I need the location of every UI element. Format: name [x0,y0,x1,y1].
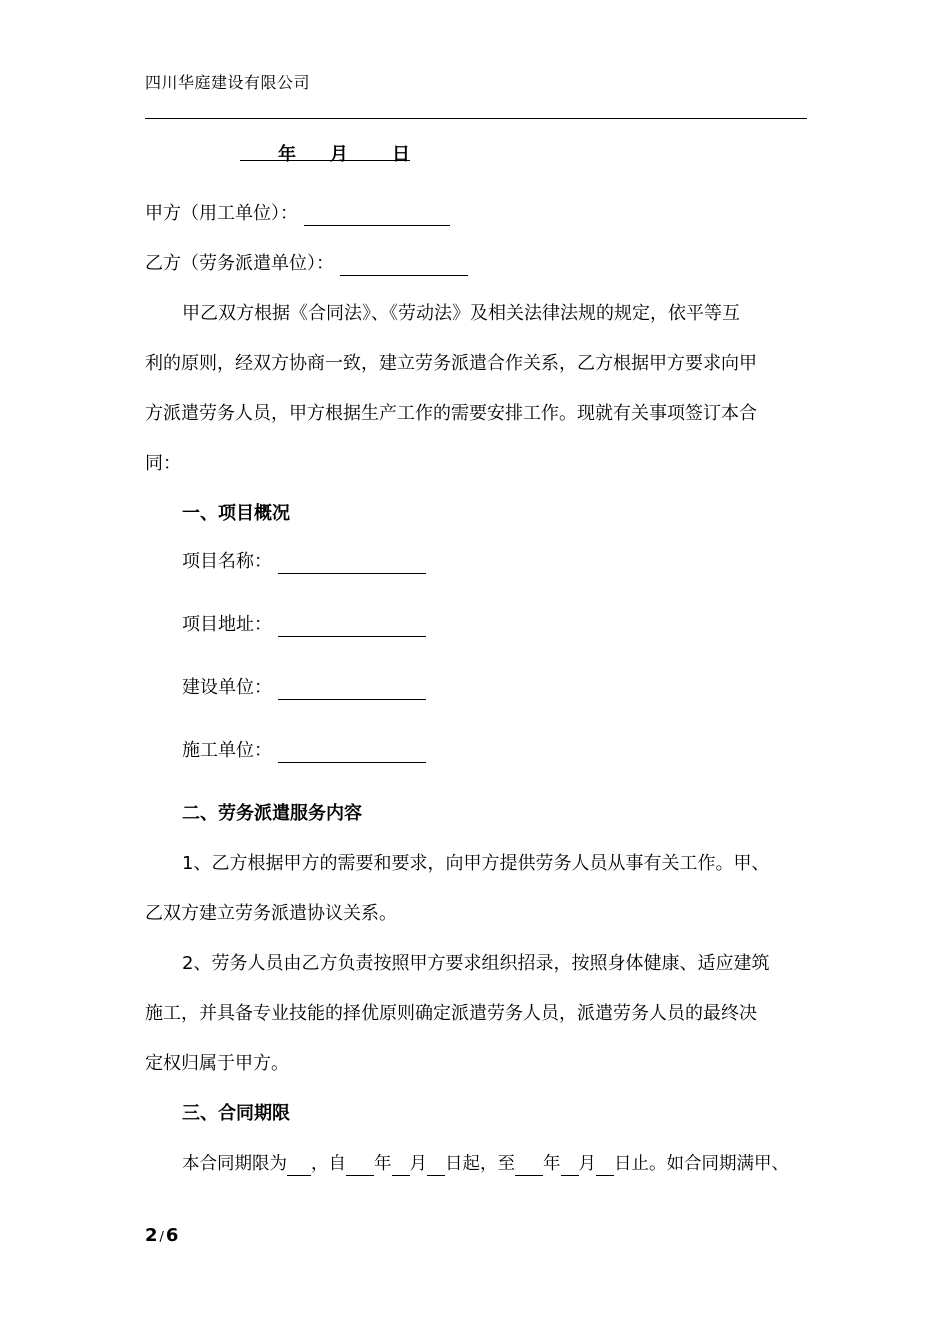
term-text-b: ，自 [311,1154,346,1174]
term-text-a: 本合同期限为 [182,1154,287,1174]
term-text-d: 日止。如合同期满甲、 [614,1154,789,1174]
party-a-field[interactable] [304,207,450,226]
end-month-field[interactable] [561,1157,579,1176]
section-3-line-1 [182,1152,789,1176]
term-text-c: 日起，至 [445,1154,515,1174]
date-day: 日 [392,140,410,161]
date-year: 年 [278,140,296,161]
preamble-line-1: 甲乙双方根据《合同法》、《劳动法》及相关法律法规的规定，依平等互 [182,303,740,324]
party-b-field[interactable] [340,257,468,276]
day-blank [348,140,392,161]
page-current: 2 [145,1225,158,1246]
contractor-line [182,739,426,763]
builder-line [182,676,426,700]
section-2-item-1-line-1: 1、乙方根据甲方的需要和要求，向甲方提供劳务人员从事有关工作。甲、 [182,853,770,874]
contractor-field[interactable] [278,744,426,763]
section-3-title: 三、合同期限 [182,1103,290,1124]
builder-field[interactable] [278,681,426,700]
date-month: 月 [330,140,348,161]
preamble-line-3: 方派遣劳务人员，甲方根据生产工作的需要安排工作。现就有关事项签订本合 [145,403,757,424]
term-year-2: 年 [543,1154,561,1174]
end-year-field[interactable] [515,1157,543,1176]
page-separator: / [159,1230,164,1245]
project-address-line [182,613,426,637]
section-2-item-2-line-3: 定权归属于甲方。 [145,1053,289,1074]
page-total: 6 [165,1225,179,1246]
header-divider [145,118,807,119]
page-number [145,1225,178,1246]
header-company: 四川华庭建设有限公司 [145,73,311,92]
year-blank [240,140,278,161]
term-length-field[interactable] [287,1157,311,1176]
start-day-field[interactable] [427,1157,445,1176]
preamble-line-2: 利的原则，经双方协商一致，建立劳务派遣合作关系，乙方根据甲方要求向甲 [145,353,757,374]
term-year-1: 年 [374,1154,392,1174]
party-a-line [145,202,450,226]
project-address-label: 项目地址： [182,614,272,635]
party-b-line [145,252,468,276]
term-month-1: 月 [409,1154,427,1174]
contractor-label: 施工单位： [182,740,272,761]
builder-label: 建设单位： [182,677,272,698]
section-2-item-2-line-2: 施工，并具备专业技能的择优原则确定派遣劳务人员，派遣劳务人员的最终决 [145,1003,757,1024]
party-b-label: 乙方（劳务派遣单位）： [145,253,334,274]
section-2-item-1-line-2: 乙双方建立劳务派遣协议关系。 [145,903,397,924]
party-a-label: 甲方（用工单位）： [145,203,298,224]
section-2-item-2-line-1: 2、劳务人员由乙方负责按照甲方要求组织招录，按照身体健康、适应建筑 [182,953,770,974]
project-address-field[interactable] [278,618,426,637]
date-line [240,140,410,165]
end-day-field[interactable] [596,1157,614,1176]
start-month-field[interactable] [392,1157,410,1176]
start-year-field[interactable] [346,1157,374,1176]
term-month-2: 月 [578,1154,596,1174]
project-name-line [182,550,426,574]
section-1-title: 一、项目概况 [182,503,290,524]
section-2-title: 二、劳务派遣服务内容 [182,803,362,824]
project-name-field[interactable] [278,555,426,574]
month-blank [296,140,330,161]
preamble-line-4: 同： [145,453,181,474]
project-name-label: 项目名称： [182,551,272,572]
